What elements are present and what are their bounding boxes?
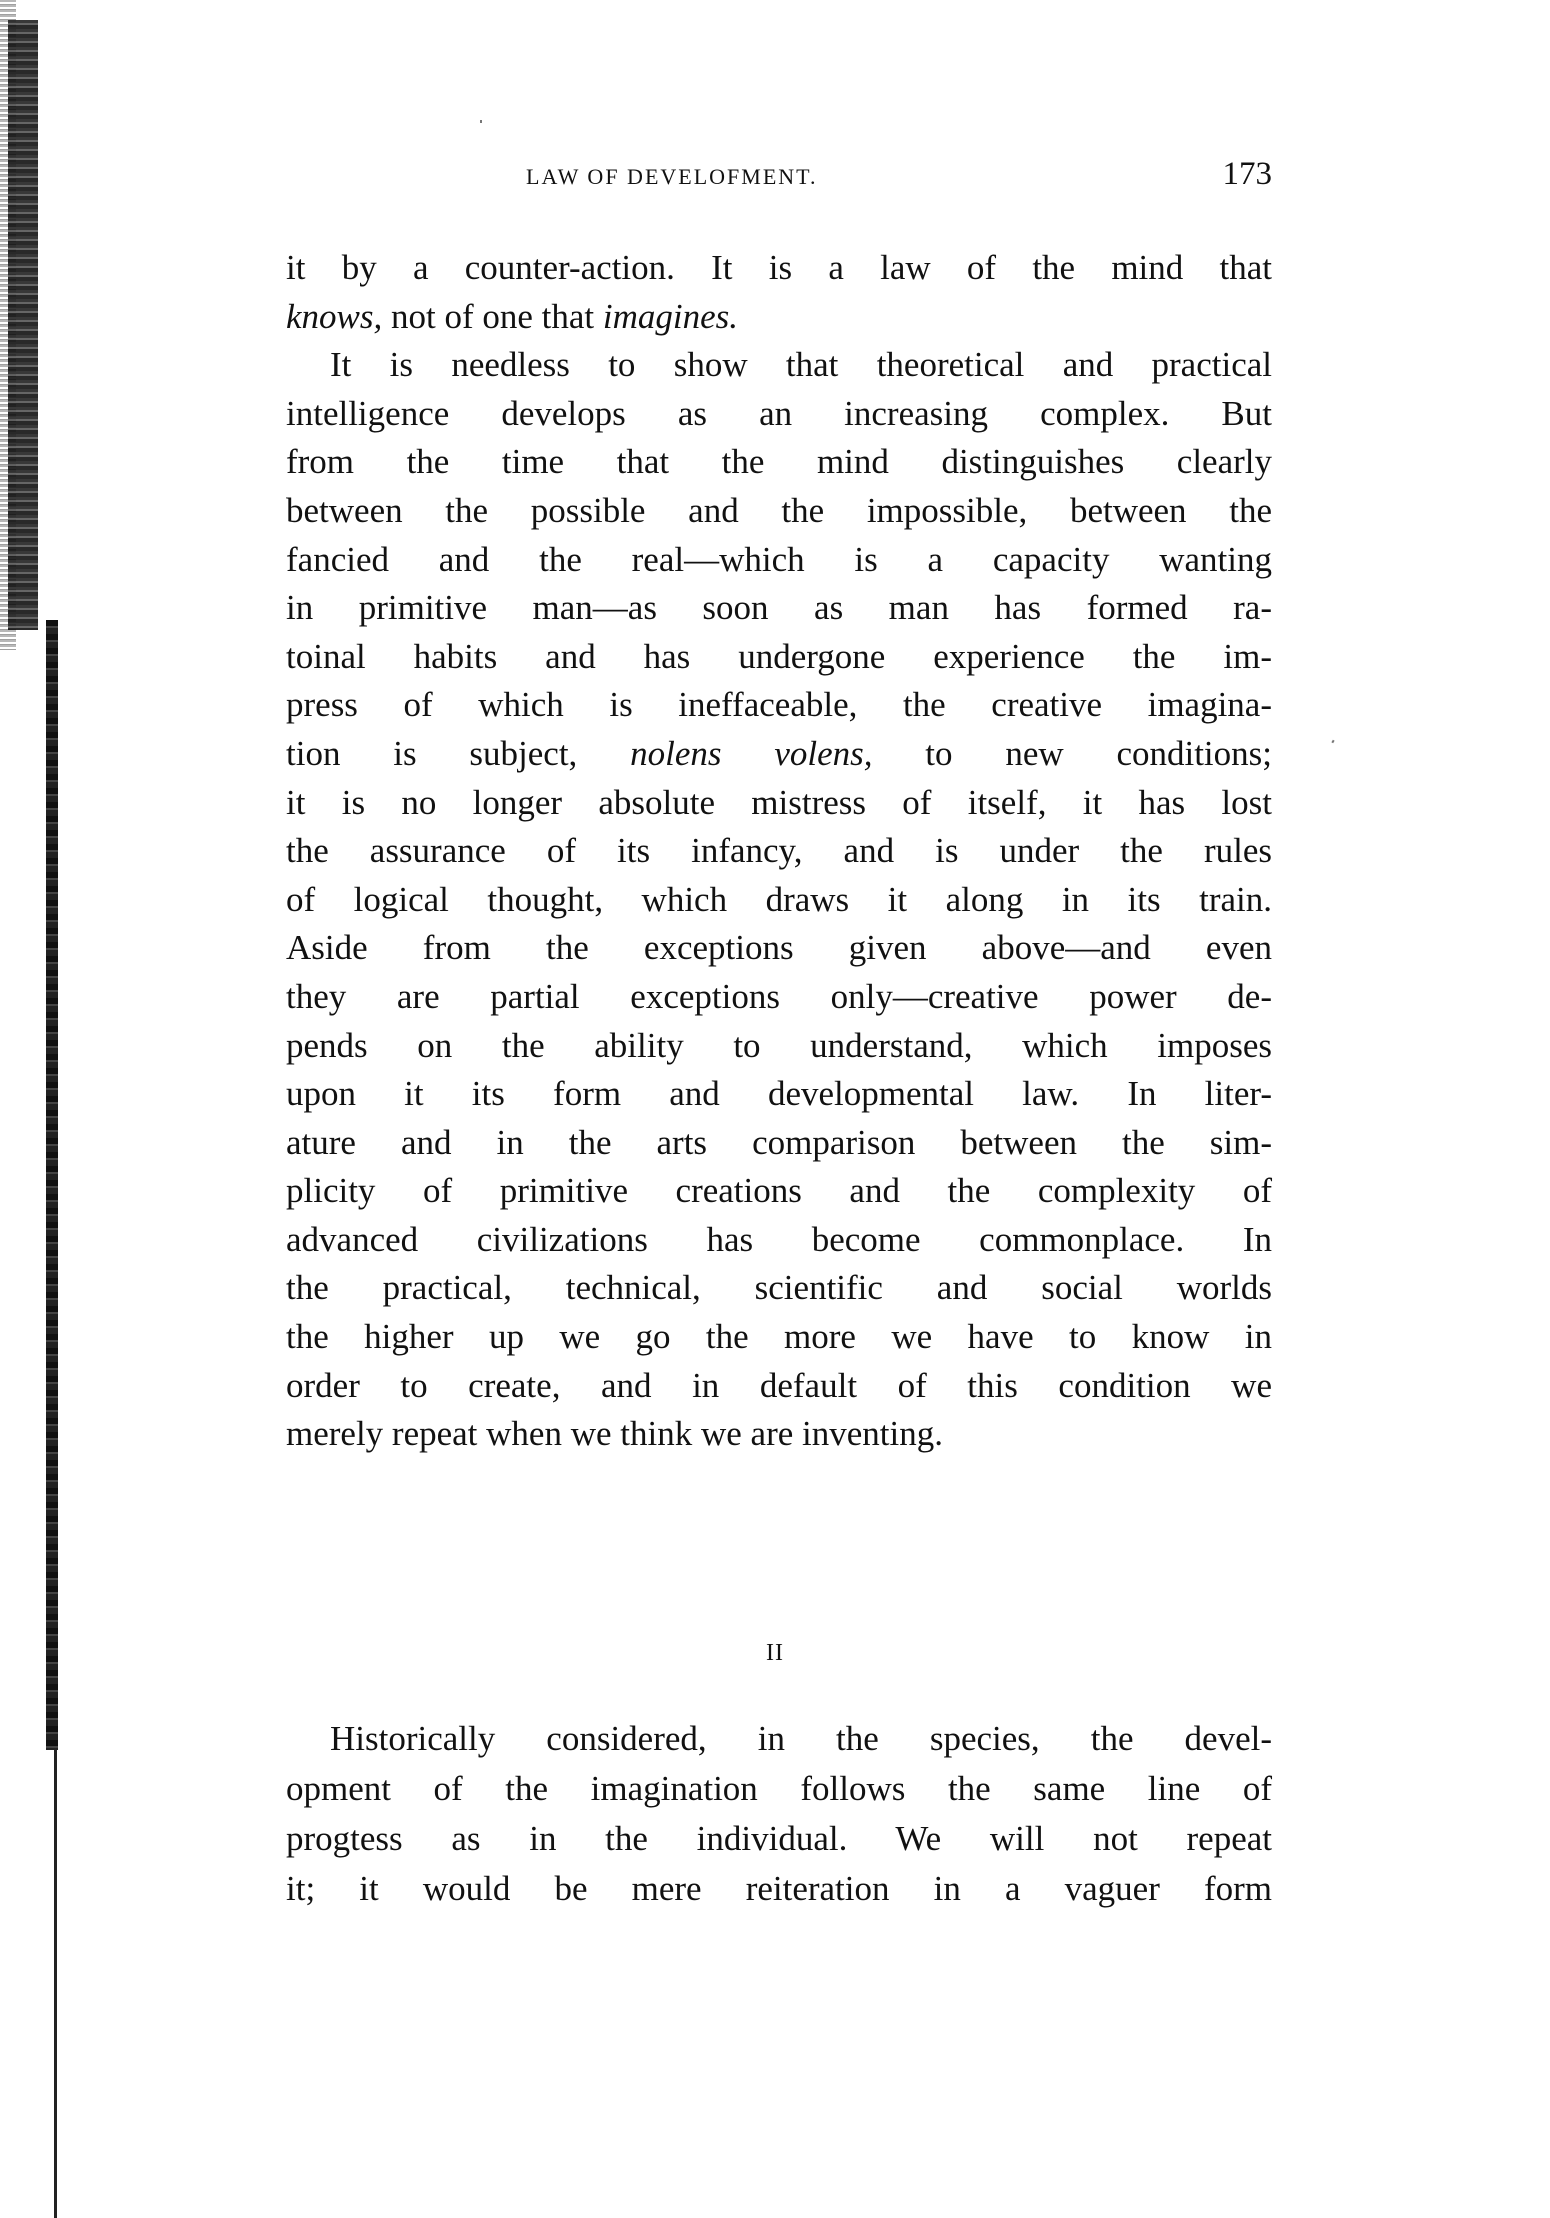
body-text-continued xyxy=(286,1714,1272,1914)
text-line: Historically considered, in the species, the devel- xyxy=(330,1719,1272,1758)
text-line: in primitive man—as soon as man has formed ra- xyxy=(286,588,1272,628)
text-line: between the possible and the impossible, between the xyxy=(286,490,1272,530)
text-line: opment of the imagination follows the same line of xyxy=(286,1769,1272,1808)
text-line: merely repeat when we think we are inventing. xyxy=(286,1414,943,1454)
text-line: upon it its form and developmental law. In liter- xyxy=(286,1074,1272,1114)
text-line xyxy=(286,293,1272,342)
text-line: the higher up we go the more we have to know in xyxy=(286,1317,1272,1357)
text-line: they are partial exceptions only—creative power de- xyxy=(286,976,1272,1016)
page-header xyxy=(286,156,1272,200)
text-line: the assurance of its infancy, and is under the rules xyxy=(286,831,1272,871)
running-head: LAW OF DEVELOFMENT. xyxy=(526,164,818,189)
text-line: intelligence develops as an increasing complex. But xyxy=(286,393,1272,433)
scan-speck xyxy=(1331,740,1334,744)
text-line: fancied and the real—which is a capacity wanting xyxy=(286,539,1272,579)
text-line: the practical, technical, scientific and social worlds xyxy=(286,1268,1272,1308)
text-line: progtess as in the individual. We will not repeat xyxy=(286,1819,1272,1858)
italic-text: nolens volens, xyxy=(630,733,873,773)
text-line: it is no longer absolute mistress of itself, it has lost xyxy=(286,782,1272,822)
text-line: ature and in the arts comparison between the sim- xyxy=(286,1122,1272,1162)
binding-gutter-line xyxy=(46,620,58,1750)
text-line: it; it would be mere reiteration in a vaguer form xyxy=(286,1869,1272,1908)
text-span: not of one that xyxy=(382,296,603,336)
text-line: press of which is ineffaceable, the creative imagina- xyxy=(286,685,1272,725)
binding-dark-strip xyxy=(8,20,38,630)
italic-text: knows, xyxy=(286,296,383,336)
text-line: It is needless to show that theoretical and practical xyxy=(330,345,1272,385)
text-line xyxy=(286,730,1272,779)
text-line: pends on the ability to understand, which imposes xyxy=(286,1025,1272,1065)
body-text xyxy=(286,244,1272,1459)
page-number: 173 xyxy=(1222,156,1272,192)
text-line: it by a counter-action. It is a law of the mind that xyxy=(286,248,1272,287)
text-line: toinal habits and has undergone experience the im- xyxy=(286,636,1272,676)
text-span: tion is subject, xyxy=(286,733,631,773)
binding-thin-line xyxy=(54,1750,57,2218)
text-line: Aside from the exceptions given above—and even xyxy=(286,928,1272,968)
scan-speck xyxy=(480,120,482,123)
text-line: of logical thought, which draws it along in its train. xyxy=(286,879,1272,919)
italic-text: imagines. xyxy=(602,296,739,336)
text-line: advanced civilizations has become commonplace. In xyxy=(286,1219,1272,1259)
text-line: order to create, and in default of this condition we xyxy=(286,1365,1272,1405)
text-line: from the time that the mind distinguishes clearly xyxy=(286,442,1272,482)
text-span: to new conditions; xyxy=(872,733,1273,773)
scanned-binding-edge xyxy=(0,0,60,2218)
text-line: plicity of primitive creations and the complexity of xyxy=(286,1171,1272,1211)
section-heading: II xyxy=(766,1640,784,1666)
